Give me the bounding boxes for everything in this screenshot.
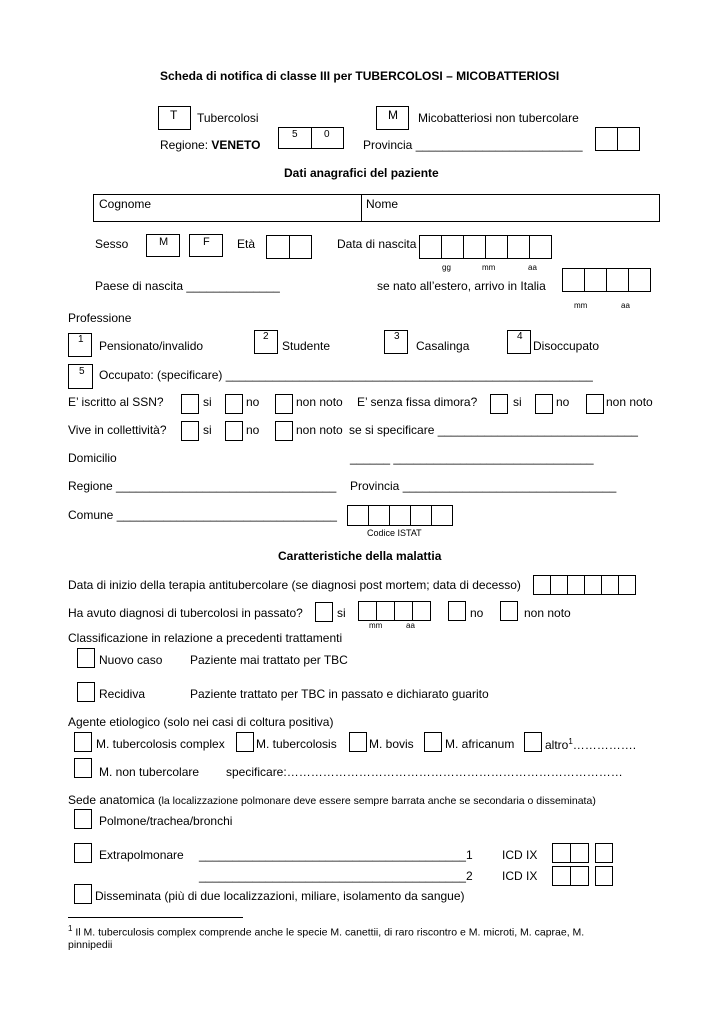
arrivo-italia-aa: aa bbox=[621, 301, 630, 310]
regione-code-digit: 5 bbox=[292, 129, 298, 140]
diagnosi-mm: mm bbox=[369, 621, 383, 630]
arrivo-italia-cells[interactable] bbox=[562, 268, 651, 292]
agente-altro-footnote-ref: 1 bbox=[568, 737, 573, 746]
professione-label-1: Pensionato/invalido bbox=[99, 339, 204, 353]
diagnosi-aa: aa bbox=[406, 621, 415, 630]
sede-icd-cells-1[interactable] bbox=[552, 843, 589, 863]
sede-icd-label-2: ICD IX bbox=[502, 869, 538, 883]
data-nascita-aa: aa bbox=[528, 263, 537, 272]
sede-extra-line-1[interactable]: ________________________________________1 bbox=[199, 848, 473, 862]
sede-extra-line-2[interactable]: ________________________________________2 bbox=[199, 869, 473, 883]
sede-heading bbox=[68, 793, 596, 807]
sede-extra-checkbox[interactable] bbox=[74, 843, 92, 863]
sesso-m-box[interactable] bbox=[146, 234, 180, 257]
professione-label-4: Disoccupato bbox=[533, 339, 600, 353]
footnote-ref: 1 bbox=[68, 924, 73, 933]
nuovo-caso-label: Nuovo caso bbox=[99, 653, 163, 667]
domicilio-field[interactable]: ______ ______________________________ bbox=[350, 451, 594, 465]
agente-tubercolosis-checkbox[interactable] bbox=[236, 732, 254, 752]
collettivita-non-noto-checkbox[interactable] bbox=[275, 421, 293, 441]
fissa-dimora-label: E’ senza fissa dimora? bbox=[357, 395, 478, 409]
eta-cells[interactable] bbox=[266, 235, 312, 259]
professione-checkbox-4[interactable] bbox=[507, 330, 531, 354]
provincia-field[interactable]: Provincia _________________________ bbox=[363, 138, 583, 152]
regione-residenza-field[interactable]: Regione _________________________________ bbox=[68, 479, 337, 493]
agente-label: Agente etiologico (solo nei casi di coltura positiva) bbox=[68, 715, 334, 729]
agente-bovis-checkbox[interactable] bbox=[349, 732, 367, 752]
data-nascita-label: Data di nascita bbox=[337, 237, 417, 251]
sede-polmone-label: Polmone/trachea/bronchi bbox=[99, 814, 233, 828]
collettivita-si-label: si bbox=[203, 423, 212, 437]
diagnosi-passato-label: Ha avuto diagnosi di tubercolosi in passato? bbox=[68, 606, 303, 620]
professione-label-5: Occupato: (specificare) _______________________________________________________ bbox=[99, 368, 593, 382]
professione-checkbox-5[interactable] bbox=[68, 364, 93, 389]
professione-label-2: Studente bbox=[282, 339, 331, 353]
professione-checkbox-3[interactable] bbox=[384, 330, 408, 354]
section-anagrafici: Dati anagrafici del paziente bbox=[284, 166, 439, 180]
arrivo-italia-label: se nato all’estero, arrivo in Italia bbox=[377, 279, 546, 293]
sede-note: (la localizzazione polmonare deve essere sempre barrata anche se secondaria o disseminata) bbox=[158, 795, 596, 807]
sede-polmone-checkbox[interactable] bbox=[74, 809, 92, 829]
agente-complex-label: M. tubercolosis complex bbox=[96, 737, 225, 751]
professione-label: Professione bbox=[68, 311, 132, 325]
sesso-label: Sesso bbox=[95, 237, 129, 251]
collettivita-si-checkbox[interactable] bbox=[181, 421, 199, 441]
sede-icd-label-1: ICD IX bbox=[502, 848, 538, 862]
type-t-box[interactable] bbox=[158, 106, 191, 130]
professione-num-3: 3 bbox=[394, 331, 400, 342]
diagnosi-data-cells[interactable] bbox=[358, 601, 431, 621]
nome-input[interactable] bbox=[362, 208, 660, 222]
sede-icd-extra-box-2[interactable] bbox=[595, 866, 613, 886]
comune-field[interactable]: Comune _________________________________ bbox=[68, 508, 337, 522]
classificazione-label: Classificazione in relazione a precedenti trattamenti bbox=[68, 631, 343, 645]
fissa-dimora-non-noto-label: non noto bbox=[606, 395, 653, 409]
ssn-no-label: no bbox=[246, 395, 260, 409]
sede-label: Sede anatomica bbox=[68, 793, 155, 807]
data-nascita-gg: gg bbox=[442, 263, 451, 272]
diagnosi-si-checkbox[interactable] bbox=[315, 602, 333, 622]
agente-complex-checkbox[interactable] bbox=[74, 732, 92, 752]
professione-num-1: 1 bbox=[78, 334, 84, 345]
nuovo-caso-checkbox[interactable] bbox=[77, 648, 95, 668]
agente-specificare-field[interactable]: specificare:………………………………………………………………………… bbox=[226, 765, 623, 779]
fissa-dimora-no-label: no bbox=[556, 395, 570, 409]
cognome-label: Cognome bbox=[99, 197, 152, 211]
type-t-code: T bbox=[170, 108, 178, 122]
ssn-si-label: si bbox=[203, 395, 212, 409]
ssn-non-noto-label: non noto bbox=[296, 395, 343, 409]
collettivita-specificare-field[interactable]: se si specificare ______________________________ bbox=[349, 423, 638, 437]
provincia-code-cells[interactable] bbox=[595, 127, 640, 151]
ssn-label: E’ iscritto al SSN? bbox=[68, 395, 164, 409]
regione-label: Regione: bbox=[160, 138, 212, 152]
agente-africanum-label: M. africanum bbox=[445, 737, 515, 751]
recidiva-desc: Paziente trattato per TBC in passato e dichiarato guarito bbox=[190, 687, 489, 701]
nuovo-caso-desc: Paziente mai trattato per TBC bbox=[190, 653, 348, 667]
agente-altro-checkbox[interactable] bbox=[524, 732, 542, 752]
agente-non-tub-checkbox[interactable] bbox=[74, 758, 92, 778]
inizio-terapia-label: Data di inizio della terapia antitubercolare (se diagnosi post mortem; data di decesso) bbox=[68, 578, 521, 592]
diagnosi-no-checkbox[interactable] bbox=[448, 601, 466, 621]
section-malattia: Caratteristiche della malattia bbox=[278, 549, 442, 563]
sede-extra-label: Extrapolmonare bbox=[99, 848, 184, 862]
recidiva-label: Recidiva bbox=[99, 687, 146, 701]
professione-checkbox-1[interactable] bbox=[68, 333, 92, 357]
regione-line bbox=[160, 138, 261, 152]
ssn-no-checkbox[interactable] bbox=[225, 394, 243, 414]
nome-label: Nome bbox=[366, 197, 399, 211]
sesso-m-code: M bbox=[159, 236, 169, 248]
fissa-dimora-si-checkbox[interactable] bbox=[490, 394, 508, 414]
professione-num-4: 4 bbox=[517, 331, 523, 342]
data-nascita-mm: mm bbox=[482, 263, 496, 272]
diagnosi-non-noto-checkbox[interactable] bbox=[500, 601, 518, 621]
agente-altro-text: altro bbox=[545, 738, 569, 752]
eta-label: Età bbox=[237, 237, 256, 251]
sesso-f-box[interactable] bbox=[189, 234, 223, 257]
collettivita-no-label: no bbox=[246, 423, 260, 437]
recidiva-checkbox[interactable] bbox=[77, 682, 95, 702]
arrivo-italia-mm: mm bbox=[574, 301, 588, 310]
diagnosi-si-label: si bbox=[337, 606, 346, 620]
ssn-si-checkbox[interactable] bbox=[181, 394, 199, 414]
provincia-residenza-field[interactable]: Provincia ________________________________ bbox=[350, 479, 617, 493]
sede-disseminata-checkbox[interactable] bbox=[74, 884, 92, 904]
type-m-label: Micobatteriosi non tubercolare bbox=[418, 111, 579, 125]
agente-altro-dots: ……………. bbox=[572, 738, 637, 752]
regione-code-digit: 0 bbox=[324, 129, 330, 140]
ssn-non-noto-checkbox[interactable] bbox=[275, 394, 293, 414]
sede-icd-cells-2[interactable] bbox=[552, 866, 589, 886]
agente-africanum-checkbox[interactable] bbox=[424, 732, 442, 752]
istat-label: Codice ISTAT bbox=[367, 528, 422, 538]
sede-icd-extra-box-1[interactable] bbox=[595, 843, 613, 863]
collettivita-label: Vive in collettività? bbox=[68, 423, 167, 437]
domicilio-label: Domicilio bbox=[68, 451, 117, 465]
type-t-label: Tubercolosi bbox=[197, 111, 259, 125]
regione-value: VENETO bbox=[211, 138, 261, 152]
collettivita-non-noto-label: non noto bbox=[296, 423, 343, 437]
professione-num-5: 5 bbox=[79, 366, 85, 377]
collettivita-no-checkbox[interactable] bbox=[225, 421, 243, 441]
footnote-divider bbox=[68, 917, 243, 918]
agente-tubercolosis-label: M. tubercolosis bbox=[256, 737, 337, 751]
diagnosi-no-label: no bbox=[470, 606, 484, 620]
footnote-line-2: pinnipedii bbox=[68, 939, 113, 951]
fissa-dimora-no-checkbox[interactable] bbox=[535, 394, 553, 414]
data-nascita-cells[interactable] bbox=[419, 235, 552, 259]
sede-disseminata-label: Disseminata (più di due localizzazioni, miliare, isolamento da sangue) bbox=[95, 889, 465, 903]
istat-cells[interactable] bbox=[347, 505, 453, 526]
cognome-input[interactable] bbox=[93, 208, 361, 222]
type-m-code: M bbox=[388, 108, 398, 122]
footnote-line-1 bbox=[68, 924, 584, 939]
agente-bovis-label: M. bovis bbox=[369, 737, 414, 751]
professione-label-3: Casalinga bbox=[416, 339, 470, 353]
agente-non-tub-label: M. non tubercolare bbox=[99, 765, 200, 779]
sesso-f-code: F bbox=[203, 236, 210, 248]
type-m-box[interactable] bbox=[376, 106, 409, 130]
regione-code-cells bbox=[278, 127, 344, 149]
footnote-text-1: Il M. tuberculosis complex comprende anche le specie M. canettii, di raro riscontro e M. microti, M. caprae, M. bbox=[72, 926, 585, 939]
diagnosi-non-noto-label: non noto bbox=[524, 606, 571, 620]
form-title: Scheda di notifica di classe III per TUBERCOLOSI – MICOBATTERIOSI bbox=[160, 69, 560, 83]
professione-checkbox-2[interactable] bbox=[254, 330, 278, 354]
professione-num-2: 2 bbox=[263, 331, 269, 342]
inizio-terapia-cells[interactable] bbox=[533, 575, 636, 595]
fissa-dimora-si-label: si bbox=[513, 395, 522, 409]
fissa-dimora-non-noto-checkbox[interactable] bbox=[586, 394, 604, 414]
paese-nascita-field[interactable]: Paese di nascita ______________ bbox=[95, 279, 280, 293]
agente-altro-label[interactable] bbox=[545, 737, 636, 752]
